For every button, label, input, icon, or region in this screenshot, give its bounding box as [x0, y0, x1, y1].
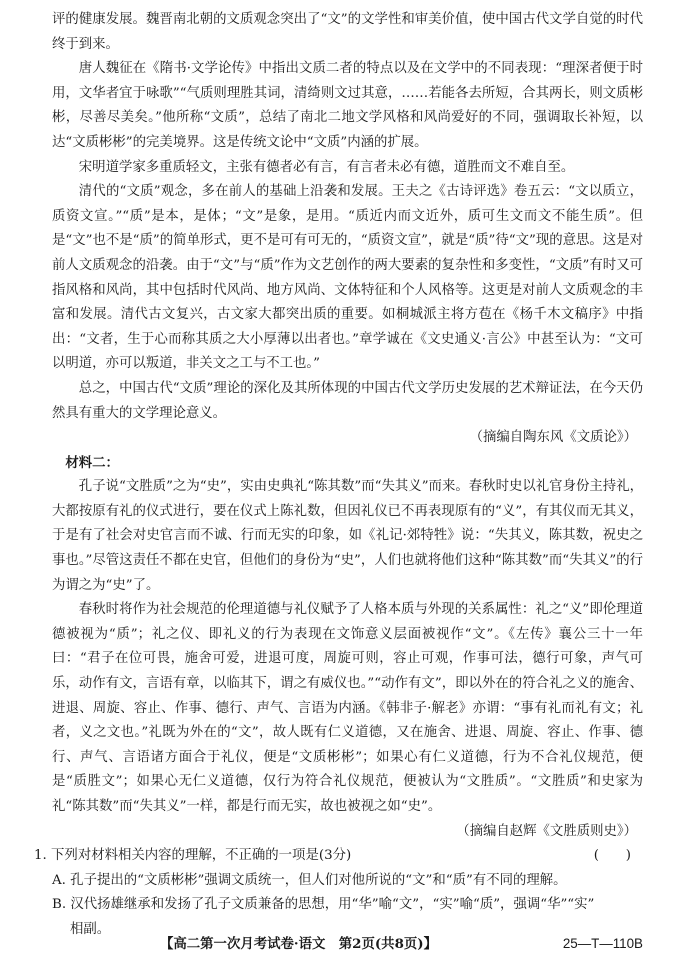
option-b-continued: 相副。: [70, 921, 111, 937]
paragraph-5: 总之，中国古代“文质”理论的深化及其所体现的中国古代文学历史发展的艺术辩证法，在今天仍然具有重大的文学理论意义。: [52, 380, 643, 421]
page-footer: [52, 932, 643, 956]
paragraph-1: 评的健康发展。魏晋南北朝的文质观念突出了“文”的文学性和审美价值，使中国古代文学自觉的时代终于到来。: [52, 12, 643, 52]
answer-blank[interactable]: ( ): [593, 848, 631, 864]
question-stem-text: 1. 下列对材料相关内容的理解，不正确的一项是(3分): [34, 848, 352, 864]
question-1-stem: [34, 844, 643, 869]
paragraph-4: 清代的“文质”观念，多在前人的基础上沿袭和发展。王夫之《古诗评选》卷五云：“文以质立，质资文宣。”“质”是本，是体；“文”是象，是用。“质近内而文近外，质可生文而文不能生质”。但是“文”也不是“质”的简单形式，更不是可有可无的，“质资文宣”，就是“质”待“文”现的意思。这是对前人文质观念的沿袭。由于“文”与“质”作为文艺创作的两大要素的复杂性和多变性，“文质”有时又可指风格和风尚，其中包括时代风尚、地方风尚、文体特征和个人风格等。这更是对前人文质观念的丰富和发展。清代古文复兴，古文家大都突出质的重要。如桐城派主将方苞在《杨千木文稿序》中指出：“文者，生于心而称其质之大小厚薄以出者也。”章学诚在《文史通义·言公》中甚至认为：“文可以明道，亦可以叛道，非关文之工与不工也。”: [52, 184, 643, 372]
source-citation-1: （摘编自陶东风《文质论》）: [469, 430, 637, 446]
footer-code: 25—T—110B: [562, 936, 643, 951]
footer-title: 【高二第一次月考试卷·语文 第2页(共8页)】: [160, 936, 437, 952]
option-a: A. 孔子提出的“文质彬彬”强调文质统一，但人们对他所说的“文”和“质”有不同的理解。: [52, 872, 567, 888]
option-b: B. 汉代扬雄继承和发扬了孔子文质兼备的思想，用“华”喻“文”，“实”喻“质”，强调“华”“实”: [52, 897, 595, 913]
source-citation-2: （摘编自赵辉《文胜质则史》）: [456, 823, 637, 839]
paragraph-2: 唐人魏征在《隋书·文学论传》中指出文质二者的特点以及在文学中的不同表现：“理深者便于时用，文华者宜于咏歌”“气质则理胜其词，清绮则文过其意，……若能各去所短，合其两长，则文质彬彬，尽善尽美矣。”他所称“文质”，总结了南北二地文学风格和风尚爱好的不同，强调取长补短，以达“文质彬彬”的完美境界。这是传统文论中“文质”内涵的扩展。: [52, 61, 643, 150]
material-2-paragraph-2: 春秋时将作为社会规范的伦理道德与礼仪赋予了人格本质与外现的关系属性：礼之“义”即伦理道德被视为“质”；礼之仪、即礼义的行为表现在文饰意义层面被视作“文”。《左传》襄公三十一年曰：“君子在位可畏，施舍可爱，进退可度，周旋可则，容止可观，作事可法，德行可象，声气可乐，动作有文，言语有章，以临其下，谓之有威仪也。”“动作有文”，即以外在的符合礼之义的施舍、进退、周旋、容止、作事、德行、声气、言语为内涵。《韩非子·解老》亦谓：“事有礼而礼有文；礼者，义之文也。”礼既为外在的“文”，故人既有仁义道德，又在施舍、进退、周旋、容止、作事、德行、声气、言语诸方面合于礼仪，便是“文质彬彬”；如果心有仁义道德，行为不合礼仪规范，便是“质胜文”；如果心无仁义道德，仅行为符合礼仪规范，便被认为“文胜质”。“文胜质”和史家为礼“陈其数”而“失其义”一样，都是行而无实，故也被视之如“史”。: [52, 602, 643, 814]
paragraph-3: 宋明道学家多重质轻文，主张有德者必有言，有言者未必有德，道胜而文不难自至。: [78, 159, 575, 175]
material-2-heading: 材料二：: [65, 454, 119, 471]
material-2-paragraph-1: 孔子说“文胜质”之为“史”，实由史典礼“陈其数”而“失其义”而来。春秋时史以礼官身份主持礼，大都按原有礼的仪式进行，要在仪式上陈礼数，但因礼仪已不再表现原有的“义”，有其仪而无其义，于是有了社会对史官言而不诚、行而无实的印象，如《礼记·郊特牲》说：“失其义，陈其数，祝史之事也。”尽管这责任不都在史官，但他们的身份为“史”，人们也就将他们这种“陈其数”而“失其义”的行为谓之为“史”了。: [52, 479, 643, 593]
